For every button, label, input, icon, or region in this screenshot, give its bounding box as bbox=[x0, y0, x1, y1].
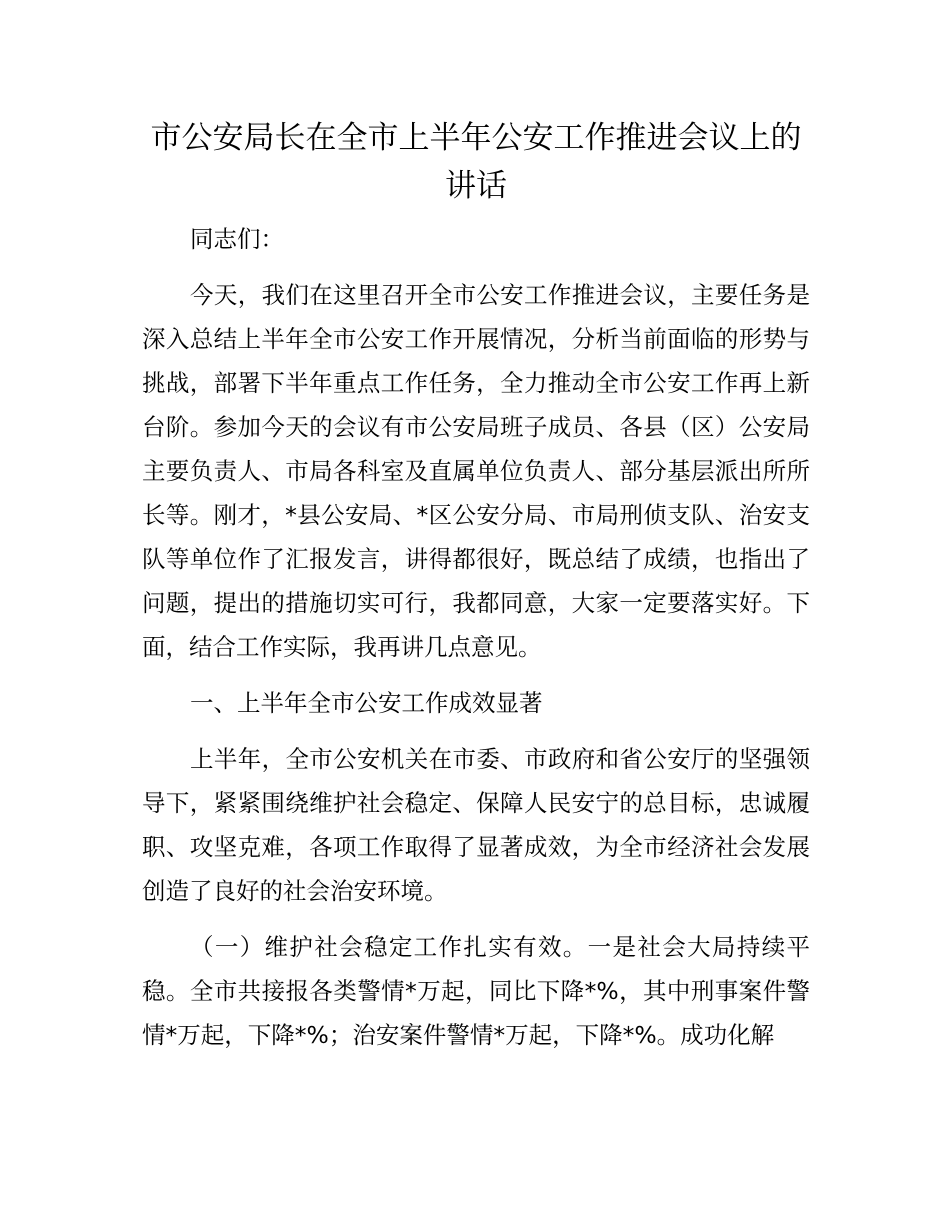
salutation-paragraph: 同志们： bbox=[190, 225, 284, 253]
section-heading: 一、上半年全市公安工作成效显著 bbox=[190, 689, 543, 717]
subsection-paragraph: （一）维护社会稳定工作扎实有效。一是社会大局持续平稳。全市共接报各类警情*万起，同比下降*%，其中刑事案件警情*万起，下降*%；治安案件警情*万起，下降*%。成功化解 bbox=[142, 933, 810, 1049]
document-title: 市公安局长在全市上半年公安工作推进会议上的讲话 bbox=[150, 120, 802, 204]
opening-paragraph: 今天，我们在这里召开全市公安工作推进会议，主要任务是深入总结上半年全市公安工作开展情况，分析当前面临的形势与挑战，部署下半年重点工作任务，全力推动全市公安工作再上新台阶。参加今天的会议有市公安局班子成员、各县（区）公安局主要负责人、市局各科室及直属单位负责人、部分基层派出所所长等。刚才，*县公安局、*区公安分局、市局刑侦支队、治安支队等单位作了汇报发言，讲得都很好，既总结了成绩，也指出了问题，提出的措施切实可行，我都同意，大家一定要落实好。下面，结合工作实际，我再讲几点意见。 bbox=[142, 281, 810, 661]
document-body bbox=[142, 217, 810, 1069]
summary-paragraph: 上半年，全市公安机关在市委、市政府和省公安厅的坚强领导下，紧紧围绕维护社会稳定、保障人民安宁的总目标，忠诚履职、攻坚克难，各项工作取得了显著成效，为全市经济社会发展创造了良好的社会治安环境。 bbox=[142, 745, 810, 905]
